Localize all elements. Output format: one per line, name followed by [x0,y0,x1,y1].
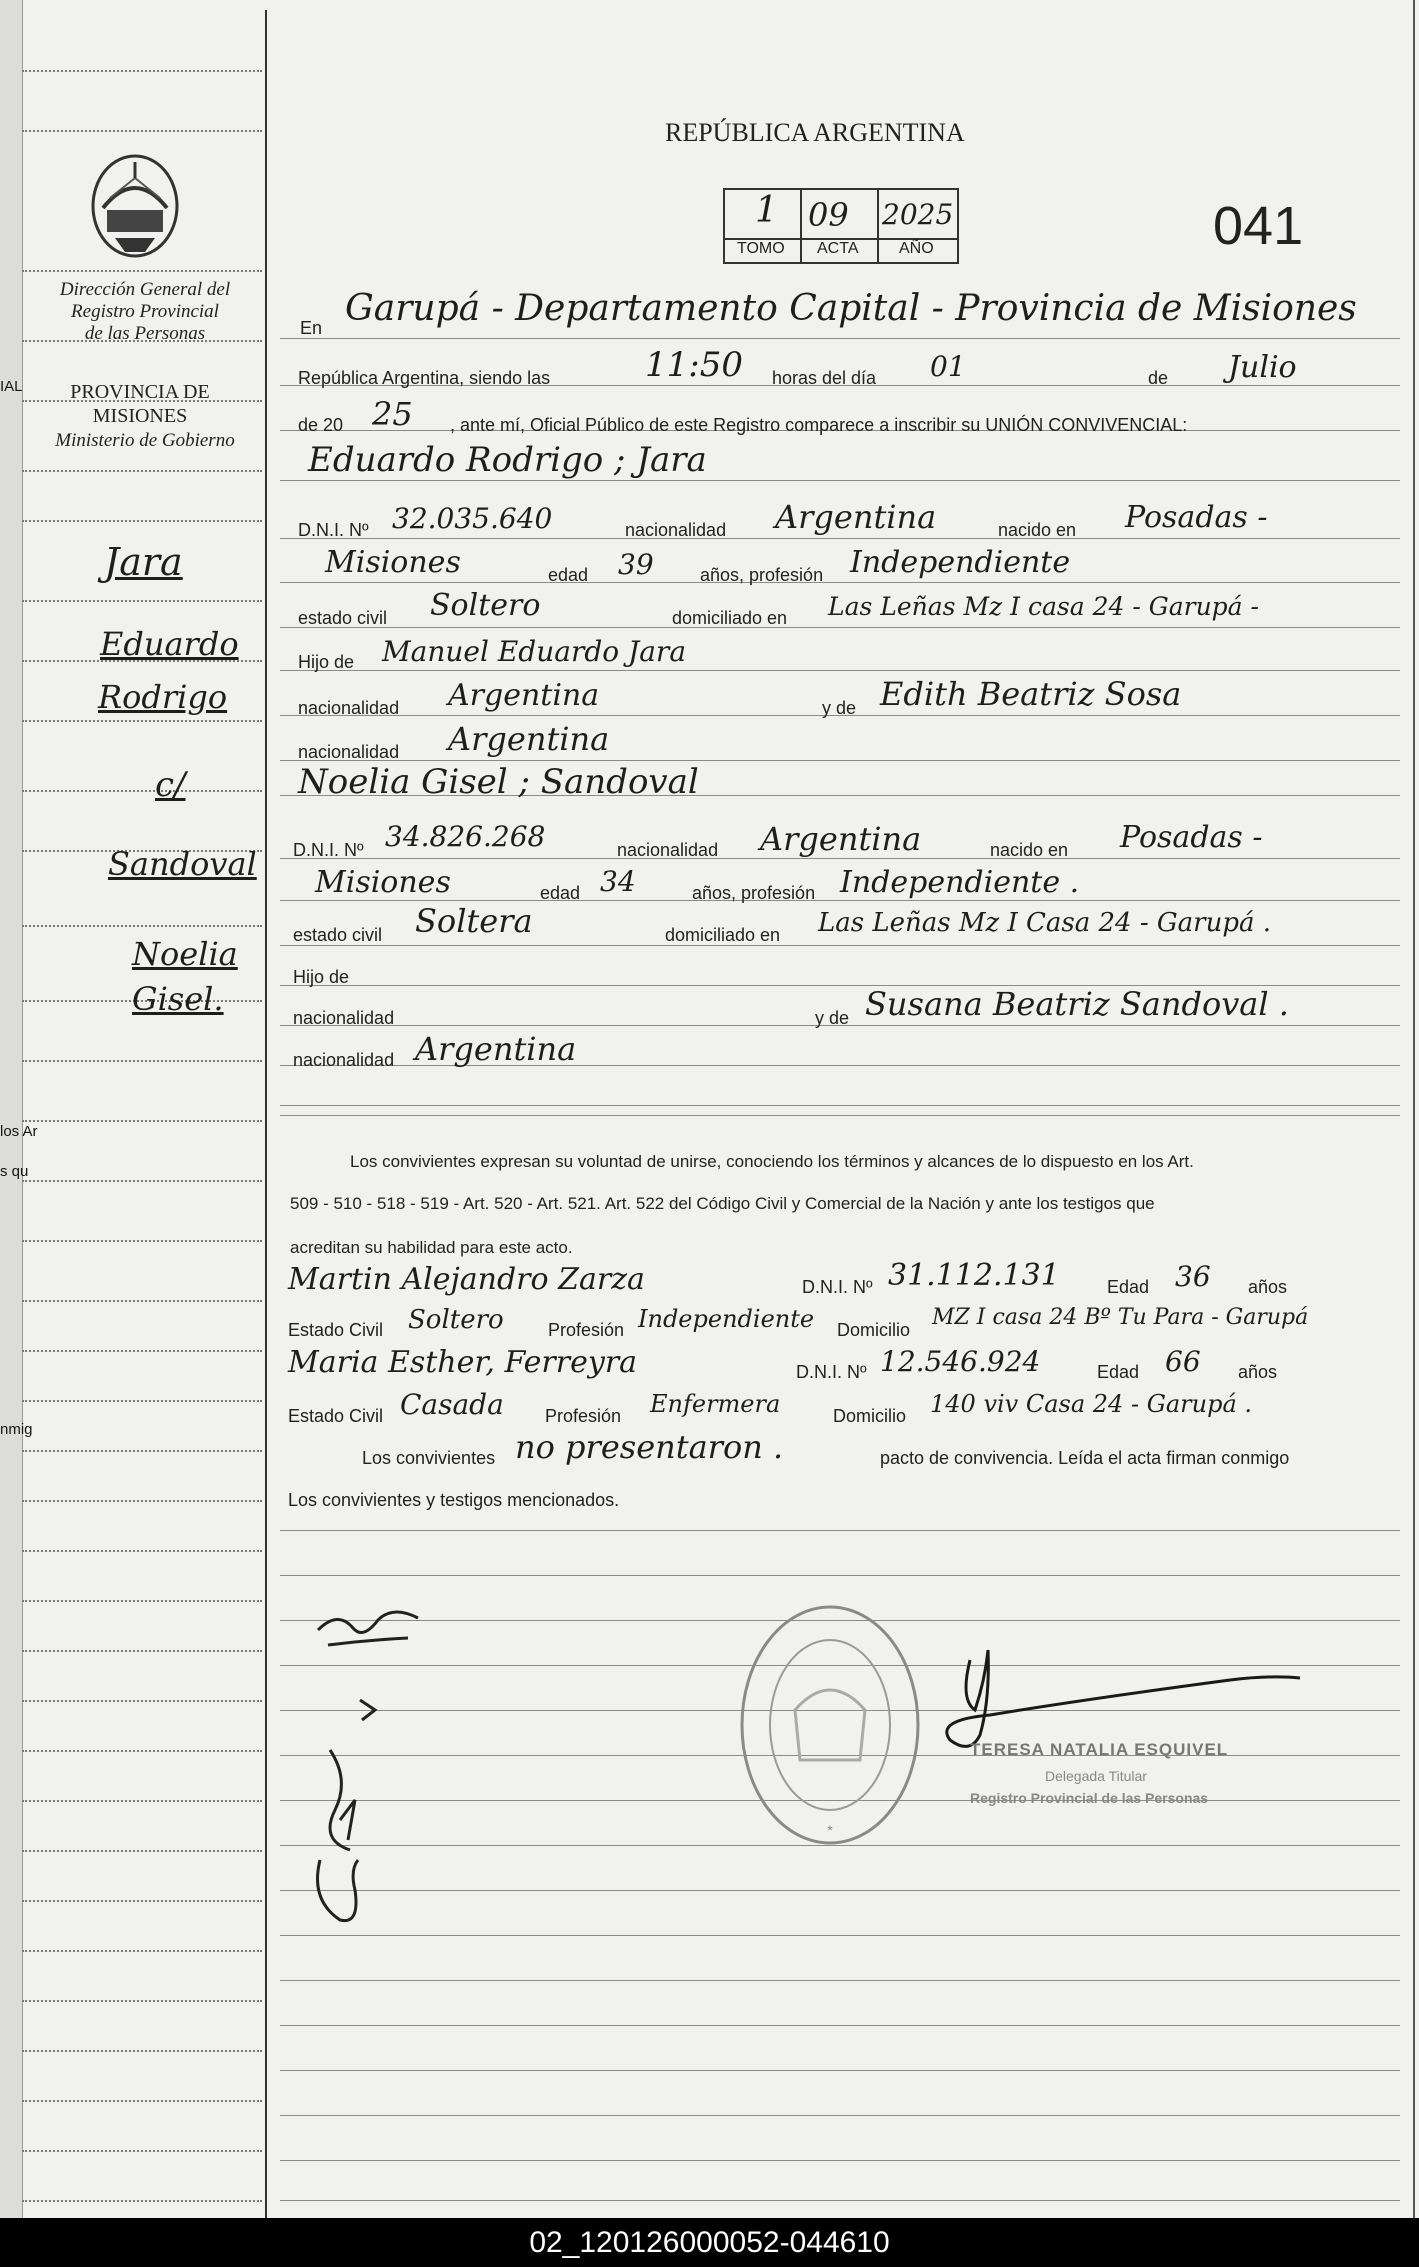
margin-rule [22,1060,262,1062]
convivientes-label: Los convivientes [362,1448,496,1468]
form-rule [280,1890,1400,1891]
margin-rule [22,1300,262,1302]
margin-rule [22,1350,262,1352]
anos-profesion-label: años, profesión [692,883,816,903]
margin-line [265,10,267,2218]
form-rule [280,338,1400,339]
witness-anos-label: años [1238,1362,1278,1382]
person1-profession: Independiente [850,545,1071,580]
nacido-label: nacido en [998,520,1077,540]
person2-mother: Susana Beatriz Sandoval . [865,985,1289,1023]
margin-name: Jara [104,540,183,584]
margin-rule [22,1700,262,1702]
witness-domicilio-label: Domicilio [833,1406,907,1426]
person1-name: Eduardo Rodrigo ; Jara [308,440,707,480]
form-rule [280,1575,1400,1576]
margin-rule [22,2050,262,2052]
form-rule [280,1935,1400,1936]
form-rule [280,480,1400,481]
margin-rule [22,1750,262,1752]
edge-fragment: s qu [0,1163,29,1180]
margin-name: c/ [155,765,186,805]
person2-civil-status: Soltera [415,902,533,940]
page-number: 041 [1213,196,1304,256]
witness-domicilio-label: Domicilio [837,1320,911,1340]
form-rule [280,2115,1400,2116]
edge-fragment: nmig [0,1421,33,1438]
margin-rule [22,2000,262,2002]
form-rule [280,538,1400,539]
margin-rule [22,1550,262,1552]
witness-estado-civil-label: Estado Civil [288,1320,384,1340]
ministry-name: Ministerio de Gobierno [55,430,235,451]
stamp-name: TERESA NATALIA ESQUIVEL [970,1740,1229,1759]
form-rule [280,2025,1400,2026]
province-name: PROVINCIA DE MISIONES [70,381,210,427]
declaration-line: Los convivientes expresan su voluntad de unirse, conociendo los términos y alcances de lo dispuesto en los Art. [350,1152,1194,1171]
day-value: 01 [930,350,966,383]
dni-label: D.N.I. Nº [293,840,364,860]
witness-estado-civil-label: Estado Civil [288,1406,384,1426]
person2-born-in-cont: Misiones [315,865,451,900]
margin-rule [22,1180,262,1182]
witness2-dni: 12.546.924 [880,1345,1041,1378]
stamp-office: Registro Provincial de las Personas [970,1790,1209,1806]
hour-value: 11:50 [645,345,743,385]
margin-rule [22,1600,262,1602]
person2-age: 34 [600,865,636,898]
document-id-footer: 02_120126000052-044610 [0,2218,1419,2267]
margin-rule [22,340,262,342]
nacionalidad-label: nacionalidad [298,698,400,718]
person1-father-nationality: Argentina [448,678,600,713]
margin-rule [22,400,262,402]
pact-value: no presentaron . [515,1428,784,1466]
form-rule [280,945,1400,946]
domiciliado-label: domiciliado en [665,925,781,945]
margin-rule [22,1850,262,1852]
hijo-de-label: Hijo de [293,967,350,987]
person1-address: Las Leñas Mz I casa 24 - Garupá - [828,592,1259,621]
year-suffix: 25 [372,395,413,433]
svg-text:*: * [827,1822,833,1838]
nacido-label: nacido en [990,840,1069,860]
estado-civil-label: estado civil [293,925,383,945]
witness-dni-label: D.N.I. Nº [796,1362,867,1382]
witness-edad-label: Edad [1097,1362,1140,1382]
month-value: Julio [1228,350,1297,385]
person1-dni: 32.035.640 [392,502,553,535]
margin-rule [22,1950,262,1952]
pact-text: pacto de convivencia. Leída el acta firman conmigo [880,1448,1290,1468]
acta-label: ACTA [817,240,859,257]
margin-name: Sandoval [108,845,257,883]
nacionalidad-label: nacionalidad [293,1008,395,1028]
witness2-name: Maria Esther, Ferreyra [288,1345,638,1380]
margin-rule [22,1800,262,1802]
republica-label: República Argentina, siendo las [298,368,551,388]
year-prefix: de 20 [298,415,344,435]
witness-profesion-label: Profesión [548,1320,625,1340]
margin-rule [22,720,262,722]
margin-rule [22,520,262,522]
tomo-label: TOMO [737,240,785,257]
margin-rule [22,1650,262,1652]
margin-rule [22,790,262,792]
person1-nationality: Argentina [775,498,937,536]
witness1-age: 36 [1175,1260,1211,1293]
margin-rule [22,2100,262,2102]
nacionalidad-label: nacionalidad [625,520,727,540]
margin-rule [22,600,262,602]
closing-line: Los convivientes y testigos mencionados. [288,1490,620,1510]
form-rule [280,760,1400,761]
margin-rule [22,270,262,272]
nacionalidad-label: nacionalidad [617,840,719,860]
margin-rule [22,130,262,132]
estado-civil-label: estado civil [298,608,388,628]
witness1-address: MZ I casa 24 Bº Tu Para - Garupá [932,1305,1309,1330]
acta-value: 09 [808,196,849,234]
witness-edad-label: Edad [1107,1277,1150,1297]
form-rule [280,1530,1400,1531]
margin-rule [22,1900,262,1902]
form-rule [280,582,1400,583]
ano-label: AÑO [899,240,934,257]
margin-rule [22,925,262,927]
tomo-value: 1 [755,190,778,231]
margin-rule [22,2150,262,2152]
witness1-civil-status: Soltero [408,1305,504,1335]
margin-name: Noelia [132,935,238,973]
edge-fragment: IAL [0,378,23,395]
person1-mother-nationality: Argentina [448,720,610,758]
registry-seal [735,1600,925,1850]
place-value: Garupá - Departamento Capital - Provincia de Misiones [345,288,1357,329]
anos-profesion-label: años, profesión [700,565,824,585]
person1-mother: Edith Beatriz Sosa [880,675,1182,713]
witness1-dni: 31.112.131 [888,1258,1060,1293]
margin-rule [22,70,262,72]
margin-rule [22,2200,262,2202]
person1-age: 39 [618,548,654,581]
person2-dni: 34.826.268 [385,820,546,853]
form-rule [280,2200,1400,2201]
person2-born-in: Posadas - [1120,820,1263,855]
edad-label: edad [540,883,581,903]
declaration-line: 509 - 510 - 518 - 519 - Art. 520 - Art. 521. Art. 522 del Código Civil y Comercial de la Nación y ante los testigos que [290,1194,1155,1213]
margin-rule [22,1240,262,1242]
margin-rule [22,470,262,472]
binding-edge [0,0,23,2218]
witness1-profession: Independiente [638,1305,815,1333]
person2-name: Noelia Gisel ; Sandoval [298,762,699,802]
witness1-name: Martin Alejandro Zarza [288,1262,645,1297]
witness-anos-label: años [1248,1277,1288,1297]
person2-nationality: Argentina [760,820,922,858]
y-de-label: y de [822,698,857,718]
person1-born-in: Posadas - [1125,500,1268,535]
witness-profesion-label: Profesión [545,1406,622,1426]
margin-name: Eduardo [100,625,239,663]
declaration-line: acreditan su habilidad para este acto. [290,1238,573,1257]
form-rule [280,670,1400,671]
provincial-seal-icon [85,148,185,263]
witness2-age: 66 [1165,1345,1201,1378]
form-rule [280,1980,1400,1981]
de-label: de [1148,368,1169,388]
y-de-label: y de [815,1008,850,1028]
form-rule [280,2160,1400,2161]
horas-label: horas del día [772,368,877,388]
witness2-civil-status: Casada [400,1388,504,1421]
person2-profession: Independiente . [840,865,1080,900]
margin-name: Rodrigo [98,678,228,716]
stamp-role: Delegada Titular [1045,1768,1147,1784]
margin-rule [22,1450,262,1452]
form-rule [280,1115,1400,1116]
witness2-address: 140 viv Casa 24 - Garupá . [930,1390,1253,1418]
signature-left-bottom [300,1690,410,1930]
form-rule [280,1105,1400,1106]
person2-address: Las Leñas Mz I Casa 24 - Garupá . [818,908,1272,938]
witness2-profession: Enfermera [650,1390,781,1418]
dni-label: D.N.I. Nº [298,520,369,540]
witness-dni-label: D.N.I. Nº [802,1277,873,1297]
page-title: REPÚBLICA ARGENTINA [665,118,965,147]
form-rule [280,2070,1400,2071]
hijo-de-label: Hijo de [298,652,355,672]
margin-rule [22,1400,262,1402]
margin-rule [22,1120,262,1122]
person1-father: Manuel Eduardo Jara [382,635,687,668]
nacionalidad-label: nacionalidad [298,742,400,762]
person2-mother-nationality: Argentina [415,1030,577,1068]
ano-value: 2025 [882,198,954,231]
right-edge-line [1413,0,1415,2218]
edad-label: edad [548,565,589,585]
signature-left-top [308,1600,438,1660]
person1-civil-status: Soltero [430,588,541,623]
form-rule [280,627,1400,628]
edge-fragment: los Ar [0,1123,38,1140]
margin-name: Gisel. [132,980,224,1018]
margin-rule [22,1500,262,1502]
intro-text: , ante mí, Oficial Público de este Registro comparece a inscribir su UNIÓN CONVIVENCIAL: [450,415,1188,435]
domiciliado-label: domiciliado en [672,608,788,628]
nacionalidad-label: nacionalidad [293,1050,395,1070]
form-rule [280,900,1400,901]
agency-name: Dirección General del Registro Provincial de las Personas [59,279,231,344]
form-rule [280,858,1400,859]
person1-born-in-cont: Misiones [325,545,461,580]
en-label: En [300,318,323,338]
